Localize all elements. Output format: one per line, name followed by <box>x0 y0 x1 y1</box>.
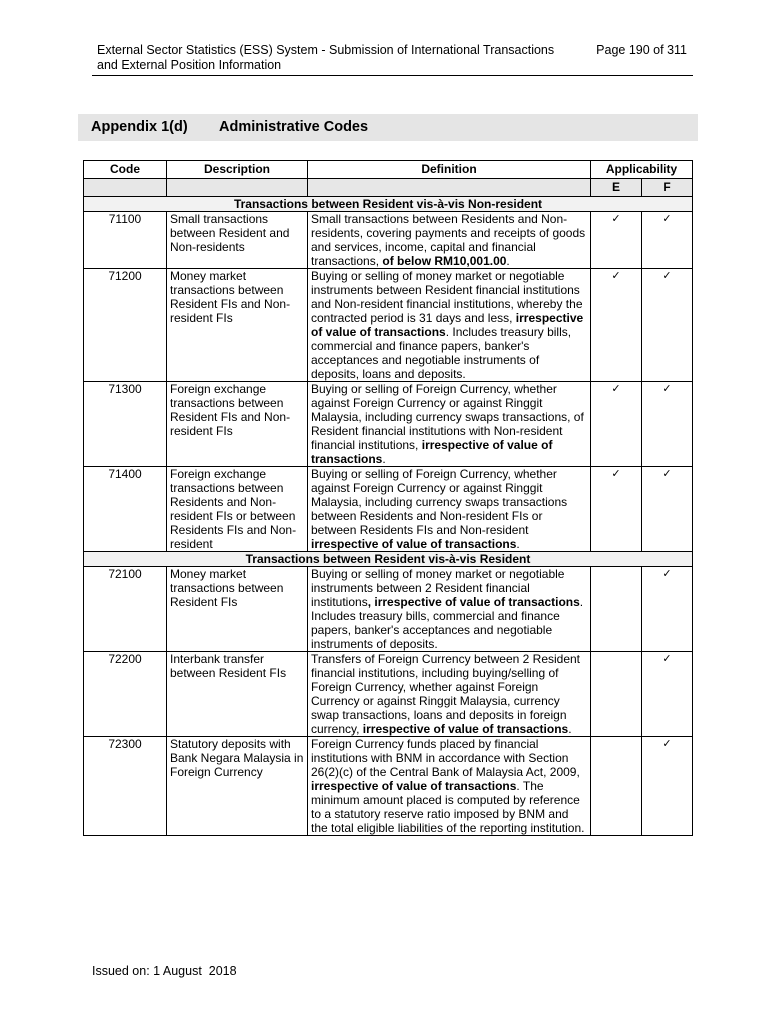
header-applicability: Applicability <box>591 161 693 179</box>
definition-emphasis: irrespective of value of transactions <box>311 779 517 793</box>
description-cell: Money market transactions between Resident FIs <box>167 567 308 652</box>
issued-date: Issued on: 1 August 2018 <box>92 964 237 978</box>
applicability-e-check: ✓ <box>591 269 642 382</box>
applicability-f-check: ✓ <box>642 567 693 652</box>
definition-text: Buying or selling of money market or negotiable instruments between 2 Resident financial institutions <box>311 567 565 609</box>
definition-text: Buying or selling of Foreign Currency, whether against Foreign Currency or against Ringgit Malaysia, including currency swaps transactions, of Resident financial institutions with Non-resident financial institutions, <box>311 382 584 452</box>
page-number: Page 190 of 311 <box>596 43 687 57</box>
definition-text: Buying or selling of Foreign Currency, whether against Foreign Currency or against Ringgit Malaysia, including currency swaps transactions between Residents and Non-resident FIs or between Residents FIs and Non-resident <box>311 467 568 537</box>
definition-emphasis: irrespective of value of transactions <box>311 438 553 466</box>
applicability-e-empty <box>591 567 642 652</box>
definition-cell <box>308 652 591 737</box>
header-e: E <box>591 179 642 197</box>
section-title: Transactions between Resident vis-à-vis Resident <box>84 552 693 567</box>
definition-text: Transfers of Foreign Currency between 2 Resident financial institutions, including buying/selling of Foreign Currency, whether against Foreign Currency or against Ringgit Malaysia, currency swap transactions, loans and deposits in foreign currency, <box>311 652 581 736</box>
applicability-e-check: ✓ <box>591 467 642 552</box>
appendix-number: Appendix 1(d) <box>91 119 188 135</box>
table-row <box>84 212 693 269</box>
subheader-blank <box>84 179 167 197</box>
applicability-e-empty <box>591 737 642 836</box>
code-cell: 72100 <box>84 567 167 652</box>
description-cell: Interbank transfer between Resident FIs <box>167 652 308 737</box>
code-cell: 71400 <box>84 467 167 552</box>
section-row <box>84 552 693 567</box>
definition-text-after: . <box>516 537 520 551</box>
definition-emphasis: of below RM10,001.00 <box>382 254 507 268</box>
definition-text-after: . Includes treasury bills, commercial and finance papers, banker's acceptances and negotiable instruments of deposits. <box>311 595 584 651</box>
header-divider <box>92 75 693 76</box>
definition-emphasis: , irrespective of value of transactions <box>367 595 580 609</box>
definition-cell <box>308 567 591 652</box>
applicability-f-check: ✓ <box>642 652 693 737</box>
table-row <box>84 737 693 836</box>
definition-emphasis: irrespective of value of transactions <box>311 537 517 551</box>
definition-text-after: . <box>382 452 386 466</box>
definition-cell <box>308 269 591 382</box>
definition-cell <box>308 212 591 269</box>
code-cell: 71300 <box>84 382 167 467</box>
administrative-codes-table <box>83 160 693 836</box>
subheader-blank <box>167 179 308 197</box>
subheader-blank <box>308 179 591 197</box>
table-row <box>84 567 693 652</box>
definition-text-after: . Includes treasury bills, commercial and finance papers, banker's acceptances and negotiable instruments of deposits, loans and deposits. <box>311 325 572 381</box>
code-cell: 71100 <box>84 212 167 269</box>
table-row <box>84 382 693 467</box>
document-title: External Sector Statistics (ESS) System - Submission of International Transactions and External Position Information <box>97 43 555 72</box>
applicability-f-check: ✓ <box>642 737 693 836</box>
appendix-name: Administrative Codes <box>219 119 369 135</box>
applicability-f-check: ✓ <box>642 467 693 552</box>
header-code: Code <box>84 161 167 179</box>
header-definition: Definition <box>308 161 591 179</box>
definition-cell <box>308 737 591 836</box>
table-row <box>84 269 693 382</box>
definition-text-after: . <box>506 254 510 268</box>
definition-text: Foreign Currency funds placed by financial institutions with BNM in accordance with Section 26(2)(c) of the Central Bank of Malaysia Act, 2009, <box>311 737 580 779</box>
header-description: Description <box>167 161 308 179</box>
table-subheader-row <box>84 179 693 197</box>
definition-cell <box>308 382 591 467</box>
definition-emphasis: irrespective of value of transactions <box>311 311 584 339</box>
definition-text-after: . The minimum amount placed is computed by reference to a statutory reserve ratio imposed by BNM and the total eligible liabilities of the reporting institution. <box>311 779 585 835</box>
applicability-f-check: ✓ <box>642 269 693 382</box>
description-cell: Statutory deposits with Bank Negara Malaysia in Foreign Currency <box>167 737 308 836</box>
description-cell: Small transactions between Resident and Non-residents <box>167 212 308 269</box>
header-f: F <box>642 179 693 197</box>
description-cell: Foreign exchange transactions between Residents and Non-resident FIs or between Residents FIs and Non-resident <box>167 467 308 552</box>
code-cell: 71200 <box>84 269 167 382</box>
definition-text: Buying or selling of money market or negotiable instruments between Resident financial institutions and Non-resident financial institutions, whereby the contracted period is 31 days and less, <box>311 269 583 325</box>
definition-emphasis: irrespective of value of transactions <box>362 722 569 736</box>
code-cell: 72200 <box>84 652 167 737</box>
definition-text-after: . <box>568 722 572 736</box>
applicability-f-check: ✓ <box>642 382 693 467</box>
definition-cell <box>308 467 591 552</box>
code-cell: 72300 <box>84 737 167 836</box>
applicability-e-check: ✓ <box>591 382 642 467</box>
applicability-f-check: ✓ <box>642 212 693 269</box>
applicability-e-empty <box>591 652 642 737</box>
table-row <box>84 652 693 737</box>
section-row <box>84 197 693 212</box>
applicability-e-check: ✓ <box>591 212 642 269</box>
description-cell: Foreign exchange transactions between Resident FIs and Non-resident FIs <box>167 382 308 467</box>
table-row <box>84 467 693 552</box>
appendix-heading <box>78 114 698 141</box>
section-title: Transactions between Resident vis-à-vis Non-resident <box>84 197 693 212</box>
description-cell: Money market transactions between Resident FIs and Non-resident FIs <box>167 269 308 382</box>
definition-text: Small transactions between Residents and Non-residents, covering payments and receipts of goods and services, income, capital and financial transactions, <box>311 212 586 268</box>
table-header-row <box>84 161 693 179</box>
